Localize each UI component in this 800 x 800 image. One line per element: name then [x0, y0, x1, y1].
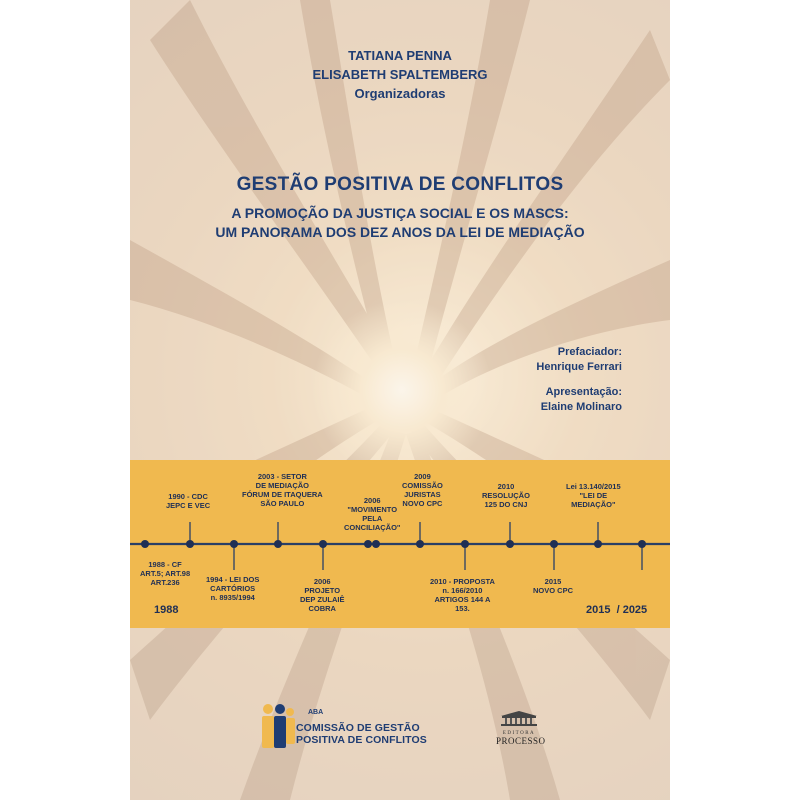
publisher-name: PROCESSO	[496, 736, 546, 746]
timeline-band	[130, 460, 670, 628]
credits-block	[536, 345, 622, 415]
publisher-logo	[496, 710, 546, 746]
authors-block	[130, 46, 670, 103]
book-cover	[130, 0, 670, 800]
preface-name: Henrique Ferrari	[536, 361, 622, 373]
author-name: ELISABETH SPALTEMBERG	[312, 67, 488, 82]
timeline-event: 2015 NOVO CPC	[533, 577, 574, 595]
timeline-dot	[550, 540, 558, 548]
book-subtitle	[130, 204, 670, 242]
timeline-dot	[506, 540, 514, 548]
organizers-label: Organizadoras	[354, 86, 446, 101]
timeline-dot	[364, 540, 372, 548]
timeline-event: 2006 PROJETO DEP ZULAIÊ COBRA	[300, 577, 345, 613]
timeline-event: 1994 - LEI DOS CARTÓRIOS n. 8935/1994	[206, 575, 260, 602]
timeline-event: 1988 - CF ART.5; ART.98 ART.236	[140, 560, 191, 587]
timeline-event: 2010 - PROPOSTA n. 166/2010 ARTIGOS 144 A 153.	[430, 577, 495, 613]
subtitle-line: A PROMOÇÃO DA JUSTIÇA SOCIAL E OS MASCS:	[231, 205, 569, 221]
author-name: TATIANA PENNA	[348, 48, 452, 63]
commission-name: COMISSÃO DE GESTÃO POSITIVA DE CONFLITOS	[296, 722, 427, 746]
preface-label: Prefaciador:	[557, 346, 622, 358]
timeline-event: 2003 - SETOR DE MEDIAÇÃO FÓRUM DE ITAQUERA SÃO PAULO	[242, 472, 323, 508]
publisher-small-label: EDITORA	[502, 731, 536, 736]
timeline-event: 2009 COMISSÃO JURISTAS NOVO CPC	[402, 472, 443, 508]
presentation-name: Elaine Molinaro	[540, 401, 622, 413]
timeline-dot	[372, 540, 380, 548]
timeline-end-year: 2015 / 2025	[586, 604, 648, 616]
timeline-event: 2010 RESOLUÇÃO 125 DO CNJ	[482, 482, 530, 509]
presentation-label: Apresentação:	[545, 386, 622, 398]
timeline-dot	[230, 540, 238, 548]
timeline-dot	[594, 540, 602, 548]
timeline-dot	[274, 540, 282, 548]
timeline-start-year: 1988	[154, 604, 179, 616]
timeline-event: 1990 - CDC JEPC E VEC	[166, 492, 211, 510]
subtitle-line: UM PANORAMA DOS DEZ ANOS DA LEI DE MEDIAÇÃO	[215, 224, 585, 240]
book-title: GESTÃO POSITIVA DE CONFLITOS	[236, 174, 564, 195]
timeline-event: 2006 "MOVIMENTO PELA CONCILIAÇÃO"	[344, 496, 401, 532]
building-icon	[499, 710, 539, 726]
timeline-dot	[416, 540, 424, 548]
commission-logo-icon	[258, 702, 298, 750]
timeline-dot	[638, 540, 646, 548]
timeline-dot	[186, 540, 194, 548]
timeline-dot	[141, 540, 149, 548]
aba-label: ABA	[308, 709, 324, 716]
timeline-dot	[319, 540, 327, 548]
timeline-dot	[461, 540, 469, 548]
timeline-event: Lei 13.140/2015 "LEI DE MEDIAÇÃO"	[566, 482, 621, 509]
